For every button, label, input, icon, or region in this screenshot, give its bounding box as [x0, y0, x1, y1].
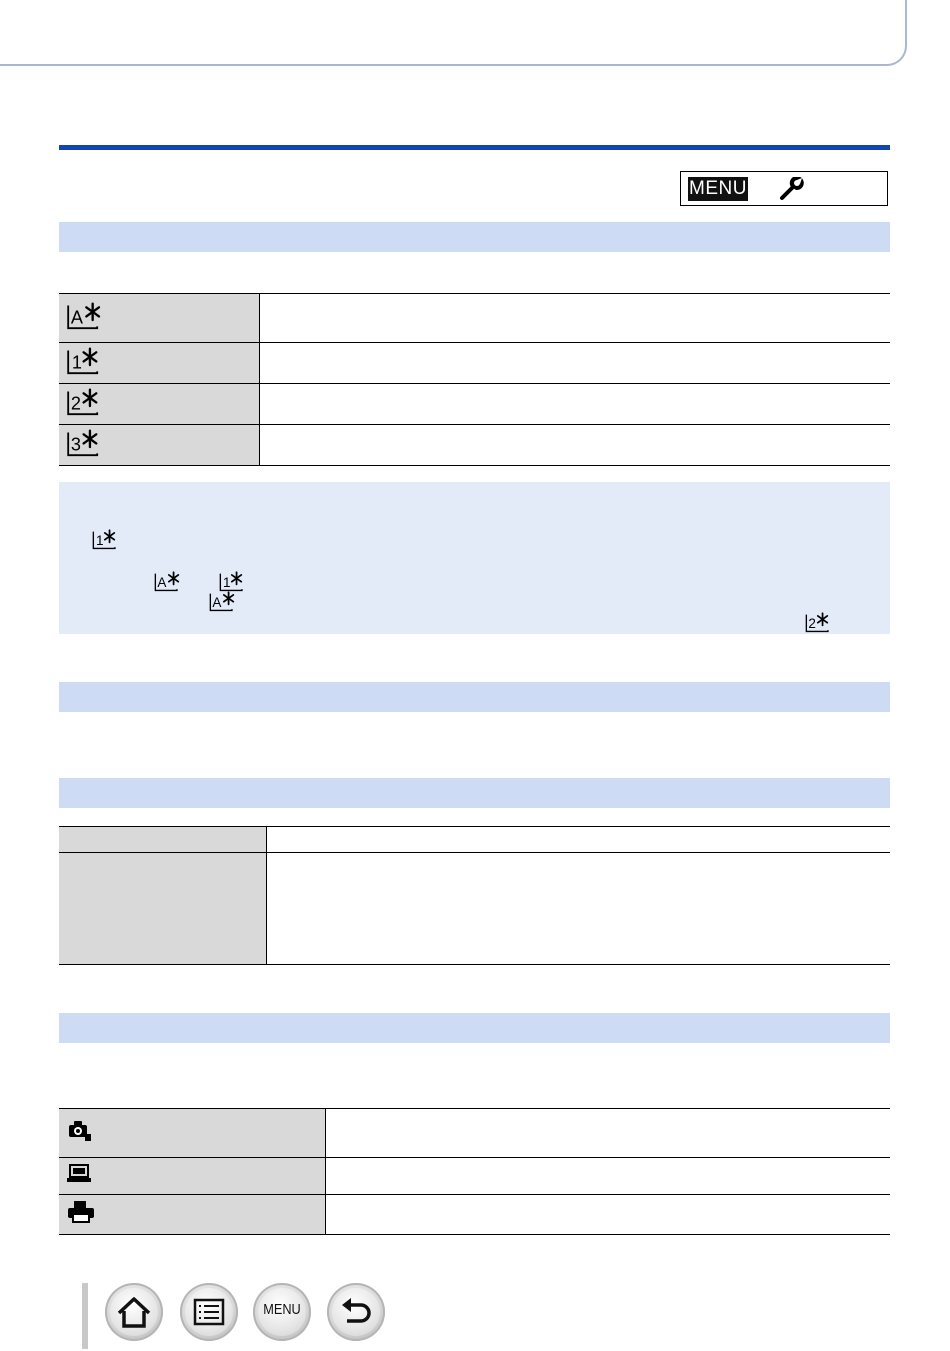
menu-icon: MENU: [263, 1301, 301, 1318]
table-row: [59, 853, 890, 965]
printer-icon: [66, 1199, 96, 1225]
row-head: [59, 425, 260, 466]
table-row: [59, 1195, 890, 1235]
table-row: [59, 294, 890, 343]
settings-table: [59, 826, 890, 965]
mode-a-icon: [66, 301, 103, 330]
row-head: [59, 294, 260, 343]
wrench-icon: [779, 177, 805, 201]
row-desc: [260, 294, 891, 343]
table-row: [59, 343, 890, 384]
camera-connect-icon: [66, 1118, 96, 1144]
row-desc: [260, 425, 891, 466]
section-heading-bar: [59, 1013, 890, 1043]
section-heading-bar: [59, 778, 890, 808]
section-heading-bar: [59, 682, 890, 712]
row-desc: [260, 384, 891, 425]
mode-1-icon: [92, 528, 119, 550]
row-desc: [326, 1195, 891, 1235]
table-row: [59, 1109, 890, 1158]
note-box: [59, 482, 890, 634]
page-header-frame: [0, 0, 907, 66]
mode-a-icon: [209, 590, 236, 612]
connection-table: [59, 1108, 890, 1235]
contents-button[interactable]: [180, 1283, 238, 1341]
row-desc: [260, 343, 891, 384]
contents-icon: [180, 1283, 238, 1341]
mode-settings-table: [59, 293, 890, 466]
mode-3-icon: [66, 428, 103, 457]
mode-a-icon: [154, 570, 181, 592]
back-icon: [327, 1283, 385, 1341]
table-row: [59, 384, 890, 425]
menu-button[interactable]: [253, 1283, 311, 1341]
row-head: [59, 853, 267, 965]
menu-badge: MENU: [689, 178, 747, 199]
table-row: [59, 425, 890, 466]
pc-icon: [66, 1163, 94, 1185]
mode-1-icon: [219, 570, 246, 592]
mode-2-icon: [66, 387, 103, 416]
mode-2-icon: [805, 611, 832, 633]
row-desc: [326, 1158, 891, 1195]
title-rule: [59, 145, 890, 150]
row-head: [59, 384, 260, 425]
row-head: [59, 1195, 326, 1235]
mode-1-icon: [66, 346, 103, 375]
footer-rule: [82, 1283, 88, 1349]
row-desc: [267, 827, 891, 853]
row-head: [59, 1109, 326, 1158]
menu-path-box: [680, 171, 888, 206]
row-head: [59, 343, 260, 384]
back-button[interactable]: [327, 1283, 385, 1341]
table-row: [59, 1158, 890, 1195]
home-button[interactable]: [105, 1283, 163, 1341]
home-icon: [105, 1283, 163, 1341]
row-desc: [267, 853, 891, 965]
section-heading-bar: [59, 222, 890, 252]
table-row: [59, 827, 890, 853]
row-head: [59, 827, 267, 853]
row-desc: [326, 1109, 891, 1158]
row-head: [59, 1158, 326, 1195]
